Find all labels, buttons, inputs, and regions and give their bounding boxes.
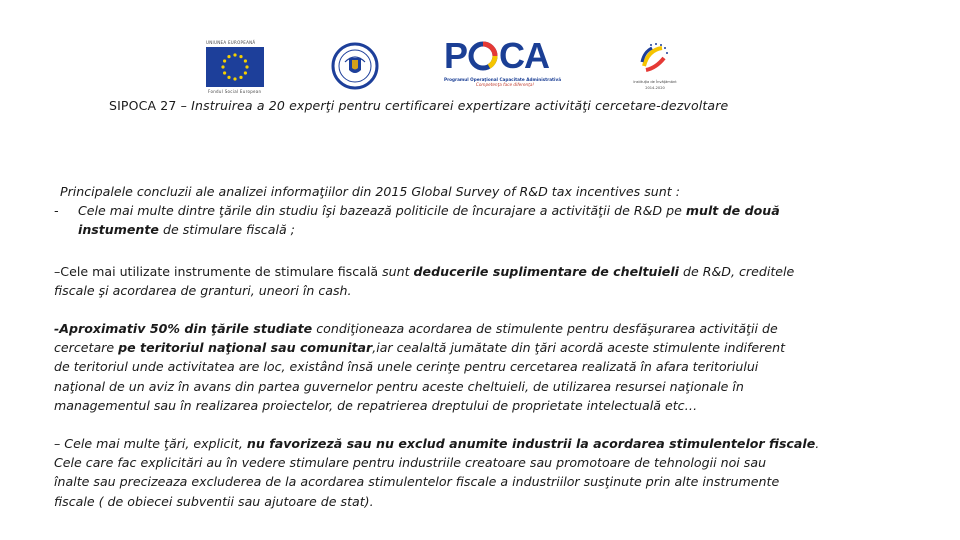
institution-caption-1: Instituţia de Învăţământ — [633, 80, 677, 84]
eu-flag — [206, 47, 264, 87]
page-title: SIPOCA 27 – Instruirea a 20 experţi pentru certificarei expertizare activităţi cercetare-dezvoltare — [109, 98, 729, 113]
logo-bar — [0, 34, 960, 94]
paragraph-4: – Cele mai multe ţări, explicit, nu favorizeză sau nu exclud anumite industrii la acordarea stimulentelor fiscale. Cele care fac explicitări au în vedere stimulare pentru industriile creatoare sau promotoare de tehnologii noi sau înalte sau precizeaza excluderea de la acordarea stimulentelor fiscale a industriilor susţinute prin alte instrumente fiscale ( de obiecei subventii sau ajutoare de stat). — [54, 436, 820, 509]
institution-caption-2: 2014-2020 — [645, 86, 665, 90]
poca-wordmark: P CA — [444, 35, 550, 76]
institution-logo — [626, 40, 684, 94]
poca-logo — [444, 35, 566, 94]
bullet-paragraph-1: - Cele mai multe dintre ţările din studiu îşi bazează politicile de încurajare a activităţii de R&D pe mult de două instumente de stimulare fiscală ; — [54, 203, 780, 237]
crest-icon — [331, 42, 379, 90]
poca-o-icon — [468, 41, 498, 71]
paragraph-3: -Aproximativ 50% din ţările studiate condiţioneaza acordarea de stimulente pentru desfăşurarea activităţii de cercetare pe teritoriul naţional sau comunitar,iar cealaltă jumătate din ţări acordă aceste stimulente indiferent de teritoriul unde activitatea are loc, existând însă unele cerinţe pentru cercetarea realizată în afara teritoriului naţional de un aviz în avans din partea guvernelor pentru aceste cheltuieli, de utilizarea resursei naţionale în managementul sau în realizarea proiectelor, de repatrierea dreptului de proprietate intelectuală etc… — [54, 321, 786, 413]
eu-logo-caption-top: UNIUNEA EUROPEANĂ — [206, 40, 256, 45]
eu-logo-caption-bottom: Fondul Social European — [208, 89, 262, 94]
paragraph-2: –Cele mai utilizate instrumente de stimulare fiscală sunt deducerile suplimentare de cheltuieli de R&D, creditele fiscale şi acordarea de granturi, uneori în cash. — [54, 264, 795, 298]
poca-tagline: Competenţa face diferenţa! — [475, 82, 535, 87]
intro-paragraph: Principalele concluzii ale analizei informaţiilor din 2015 Global Survey of R&D tax incentives sunt : — [60, 184, 680, 199]
government-crest-logo — [331, 42, 379, 90]
eu-logo — [206, 40, 268, 94]
eu-stars-icon — [206, 47, 264, 87]
poca-subtitle: Programul Operaţional Capacitate Administrativă — [444, 77, 562, 82]
institution-emblem-icon — [626, 40, 684, 78]
